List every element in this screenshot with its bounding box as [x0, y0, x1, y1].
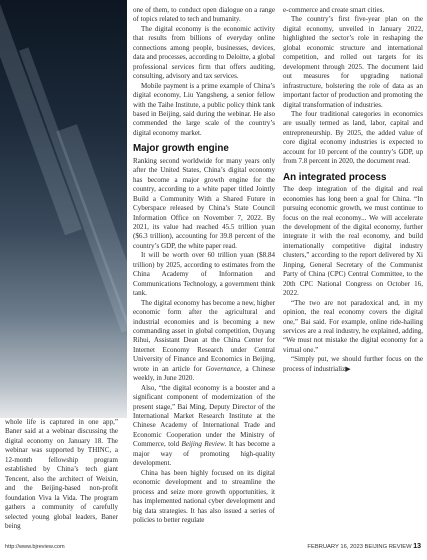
footer-issue: FEBRUARY 16, 2023 BEIJING REVIEW 13: [307, 543, 421, 550]
paragraph: Mobile payment is a prime example of China’s digital economy, Liu Yangsheng, a senior fellow with the Taihe Institute, a public policy think tank based in Beijing, said during the webinar. He also commended the large scale of the country’s digital economy market.: [133, 81, 275, 137]
paragraph: The digital economy is the economic activity that results from billions of everyday online connections among people, businesses, devices, data and processes, according to Deloitte, a global professional services firm that offers auditing, consulting, advisory and tax services.: [133, 24, 275, 81]
paragraph: Also, “the digital economy is a booster and a significant component of modernization of the present stage,” Bai Ming, Deputy Director of the International Market Research Institute at the Chinese Academy of International Trade and Economic Cooperation under the Ministry of Commerce, told Beijing Review. It has become a major way of promoting high-quality development.: [133, 383, 275, 468]
paragraph: The deep integration of the digital and real economies has long been a goal for China. “In pursuing economic growth, we must continue to focus on the real economy... We will accelerate the development of the digital economy, further integrate it with the real economy, and build internationally competitive digital industry clusters,” according to the report delivered by Xi Jinping, General Secretary of the Communist Party of China (CPC) Central Committee, to the 20th CPC National Congress on October 16, 2022.: [283, 185, 423, 298]
column-left: [5, 418, 118, 531]
paragraph: China has been highly focused on its digital economic development and to streamline the process and seize more growth opportunities, it has implemented national cyber development and big data strategies. It has also issued a series of policies to better regulate: [133, 468, 275, 525]
paragraph: “Simply put, we should further focus on the process of industrializ▶: [283, 355, 423, 373]
paragraph: The four traditional categories in economics are usually termed as land, labor, capital and entrepreneurship. By 2025, the added value of core digital economy industries is expected to account for 10 percent of the country’s GDP, up from 7.8 percent in 2020, the document read.: [283, 109, 423, 166]
paragraph: The country’s first five-year plan on the digital economy, unveiled in January 2022, highlighted the sector’s role in reshaping the global economic structure and international competition, and rolled out targets for its development through 2025. The document laid out measures for upgrading national infrastructure, bolstering the role of data as an important factor of production and promoting the digital transformation of industries.: [283, 15, 423, 109]
paragraph: “The two are not paradoxical and, in my opinion, the real economy covers the digital one,” Bai said. For example, online ride-hailing services are a real industry, he explained, adding, “We must not mistake the digital economy for a virtual one.”: [283, 298, 423, 354]
paragraph: Ranking second worldwide for many years only after the United States, China’s digital economy has become a major growth engine for the country, according to a white paper titled Jointly Build a Community With a Shared Future in Cyberspace released by China’s State Council Information Office on November 7, 2022. By 2021, its value had reached 45.5 trillion yuan ($6.3 trillion), accounting for 39.8 percent of the country’s GDP, the white paper read.: [133, 156, 275, 250]
column-middle: [133, 6, 275, 525]
footer-url: http://www.bjreview.com: [5, 544, 65, 550]
paragraph: e-commerce and create smart cities.: [283, 6, 385, 14]
continue-arrow-icon: ▶: [345, 364, 351, 373]
paragraph: whole life is captured in one app,” Baner said at a webinar discussing the digital economy on January 18. The webinar was supported by THINC, a 12-month fellowship program established by China’s tech giant Tencent, also the architect of Weixin, and the Beijing-based non-profit foundation Viva la Vida. The program gathers a community of carefully selected young global leaders, Baner being: [5, 418, 118, 530]
paragraph: one of them, to conduct open dialogue on a range of topics related to tech and humanity.: [133, 6, 275, 24]
page-number: 13: [413, 543, 421, 550]
header-photo: [0, 0, 127, 418]
section-heading: An integrated process: [283, 171, 387, 183]
paragraph: The digital economy has become a new, higher economic form after the agricultural and industrial economies and is becoming a new commanding asset in global competition, Ouyang Rihui, Assistant Dean at the China Center for Internet Economy Research under Central University of Finance and Economics in Beijing, wrote in an article for Governance, a Chinese weekly, in June 2020.: [133, 298, 275, 383]
section-heading: Major growth engine: [133, 143, 229, 155]
column-right: [283, 6, 423, 374]
paragraph: It will be worth over 60 trillion yuan ($8.84 trillion) by 2025, according to estimates from the China Academy of Information and Communications Technology, a government think tank.: [133, 251, 275, 298]
